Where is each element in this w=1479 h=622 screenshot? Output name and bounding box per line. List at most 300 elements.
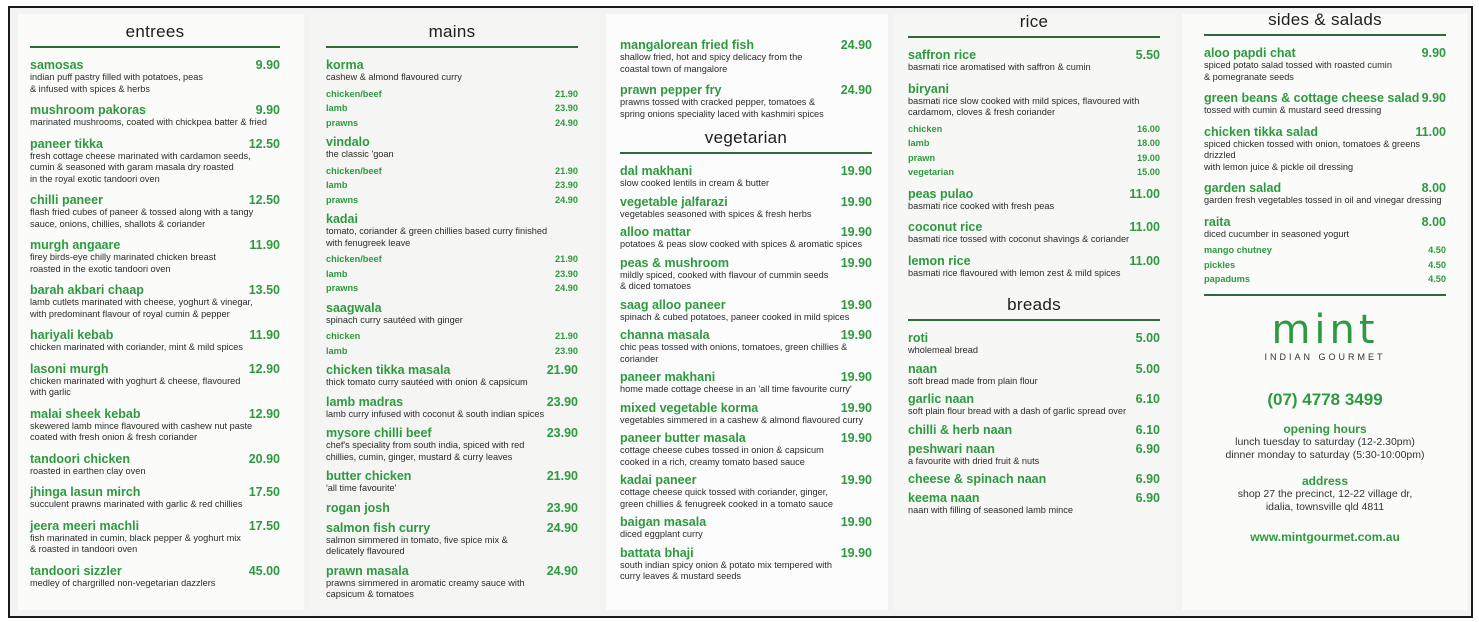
menu-item-option (326, 179, 578, 192)
menu-item (326, 301, 578, 358)
menu-item-row (326, 426, 578, 440)
menu-item-row (908, 392, 1160, 406)
menu-item-name: garden salad (1204, 181, 1282, 195)
menu-item-name: dal makhani (620, 164, 693, 178)
menu-item (30, 193, 280, 230)
menu-item-row (908, 362, 1160, 376)
menu-item-name: peas & mushroom (620, 255, 730, 270)
menu-item-name: butter chicken (326, 469, 412, 483)
menu-item (620, 38, 872, 75)
menu-item (908, 187, 1160, 213)
menu-item-description: 'all time favourite' (326, 483, 397, 493)
menu-item-description: tomato, coriander & green chillies based curry finished with fenugreek leave (326, 226, 548, 248)
menu-item-description: lamb cutlets marinated with cheese, yoghurt & vinegar, with predominant flavour of royal cumin & pepper (30, 297, 253, 319)
menu-item-price: 9.90 (255, 103, 280, 117)
menu-item-name: paneer tikka (30, 136, 103, 151)
option-label: pickles (1204, 259, 1236, 270)
option-price: 21.90 (555, 165, 578, 176)
option-price: 21.90 (555, 254, 578, 264)
menu-item-row (326, 135, 578, 149)
menu-item-row (620, 83, 872, 97)
menu-item-option (908, 123, 1160, 136)
menu-item (908, 442, 1160, 468)
menu-item-row (1204, 46, 1446, 60)
menu-item-name: jeera meeri machli (30, 518, 140, 533)
website-link[interactable]: www.mintgourmet.com.au (1250, 529, 1400, 544)
menu-item-description: tossed with cumin & mustard seed dressing (1204, 105, 1382, 115)
menu-item-price: 21.90 (546, 469, 578, 483)
option-price: 4.50 (1428, 274, 1446, 284)
menu-item-description: garden fresh vegetables tossed in oil and vinegar dressing (1204, 195, 1442, 205)
menu-item-name: roti (908, 331, 929, 345)
menu-item-description: roasted in earthen clay oven (30, 465, 146, 476)
menu-item (620, 83, 872, 120)
menu-item-price: 9.90 (1421, 91, 1446, 105)
menu-item-name: keema naan (908, 491, 980, 505)
menu-item-price: 23.90 (546, 394, 578, 409)
menu-item-row (620, 195, 872, 209)
menu-item (908, 392, 1160, 418)
option-label: vegetarian (908, 167, 954, 177)
menu-item (30, 137, 280, 186)
menu-item-description: basmati rice tossed with coconut shavings & coriander (908, 234, 1130, 244)
menu-item-description: wholemeal bread (908, 345, 978, 355)
menu-item-option (326, 268, 578, 281)
menu-item-price: 12.90 (248, 406, 280, 421)
menu-item-name: barah akbari chaap (30, 283, 144, 297)
menu-item (1204, 181, 1446, 207)
menu-item-description: vegetables simmered in a cashew & almond flavoured curry (620, 414, 864, 425)
menu-item (908, 48, 1160, 74)
menu-item-description: marinated mushrooms, coated with chickpea batter & fried (30, 117, 267, 127)
menu-item (620, 546, 872, 583)
option-price: 21.90 (555, 88, 578, 99)
menu-item-description: south indian spicy onion & potato mix tempered with curry leaves & mustard seeds (620, 559, 832, 581)
option-price: 23.90 (555, 103, 578, 113)
menu-item-option (1204, 244, 1446, 257)
menu-item-description: cottage cheese quick tossed with coriander, ginger, green chillies & fenugreek cooked in a tomato sauce (620, 487, 833, 509)
option-label: prawns (326, 283, 359, 293)
menu-item-description: spiced chicken tossed with onion, tomatoes & greens drizzled with lemon juice & pickle oil dressing (1204, 138, 1421, 172)
menu-item-price: 19.90 (840, 297, 872, 312)
menu-item-description: chicken marinated with coriander, mint & mild spices (30, 342, 243, 352)
menu-item-row (30, 283, 280, 297)
menu-item (620, 473, 872, 510)
menu-item-row (30, 58, 280, 72)
menu-item (326, 395, 578, 421)
menu-item-price: 19.90 (840, 255, 872, 270)
menu-item (620, 164, 872, 190)
menu-item-name: coconut rice (908, 220, 983, 234)
sides-heading: sides & salads (1268, 10, 1382, 29)
menu-item-row (326, 58, 578, 72)
menu-item-description: basmati rice cooked with fresh peas (908, 200, 1055, 211)
menu-item-name: mixed vegetable korma (620, 400, 759, 415)
option-price: 19.00 (1137, 152, 1160, 163)
menu-item (620, 401, 872, 427)
menu-item-description: spinach & cubed potatoes, paneer cooked in mild spices (620, 311, 850, 322)
menu-item-row (908, 254, 1160, 268)
menu-item-row (908, 82, 1160, 96)
menu-item (620, 256, 872, 293)
menu-item-row (620, 401, 872, 415)
menu-item-description: medley of chargrilled non-vegetarian dazzlers (30, 577, 216, 588)
menu-item-price: 11.00 (1415, 124, 1446, 139)
menu-item-row (30, 485, 280, 499)
menu-item-price: 6.90 (1135, 491, 1160, 505)
menu-item-price: 5.00 (1135, 331, 1160, 345)
menu-item-name: peshwari naan (908, 441, 995, 456)
menu-item-name: battata bhaji (620, 545, 694, 560)
menu-item-description: succulent prawns marinated with garlic & red chillies (30, 499, 243, 509)
menu-item (326, 501, 578, 515)
menu-item-description: basmati rice aromatised with saffron & cumin (908, 62, 1091, 72)
menu-item-row (326, 521, 578, 535)
menu-item-description: prawns simmered in aromatic creamy sauce with capsicum & tomatoes (326, 577, 525, 599)
menu-item-row (326, 564, 578, 578)
menu-item-row (908, 423, 1160, 437)
rice-heading: rice (1019, 12, 1049, 31)
option-price: 24.90 (555, 117, 578, 128)
menu-item-name: samosas (30, 58, 84, 72)
entrees-list (30, 58, 280, 589)
menu-item-description: firey birds-eye chilly marinated chicken breast roasted in the exotic tandoori oven (30, 252, 216, 274)
menu-item-price: 20.90 (248, 451, 280, 466)
menu-item-row (30, 452, 280, 466)
menu-item-option (326, 88, 578, 101)
menu-item-name: vegetable jalfarazi (620, 194, 728, 209)
menu-item-description: chic peas tossed with onions, tomatoes, green chillies & coriander (620, 342, 848, 364)
menu-item-description: spinach curry sautéed with ginger (326, 314, 463, 325)
menu-item-name: lemon rice (908, 253, 971, 268)
menu-item-description: basmati rice slow cooked with mild spices, flavoured with cardamom, cloves & fresh coriander (908, 95, 1140, 117)
menu-item-row (620, 370, 872, 384)
menu-item (30, 103, 280, 129)
hours-dinner: dinner monday to saturday (5:30-10:00pm) (1225, 448, 1425, 461)
menu-item (908, 254, 1160, 280)
menu-item-name: lasoni murgh (30, 361, 109, 376)
menu-item-name: kadai (326, 212, 358, 226)
menu-item-row (620, 546, 872, 560)
seafood-section (620, 38, 872, 588)
address-heading: address (1301, 473, 1349, 488)
menu-item-description: salmon simmered in tomato, five spice mix & delicately flavoured (326, 534, 508, 556)
option-price: 23.90 (555, 345, 578, 356)
menu-item-description: home made cottage cheese in an 'all time favourite curry' (620, 384, 852, 394)
menu-item-description: fish marinated in cumin, black pepper & yoghurt mix & roasted in tandoori oven (30, 532, 241, 554)
address-line-2: idalia, townsville qld 4811 (1265, 500, 1385, 513)
menu-item (30, 452, 280, 478)
menu-item-description: basmati rice flavoured with lemon zest & mild spices (908, 267, 1121, 278)
menu-item-description: diced eggplant curry (620, 529, 703, 539)
menu-item (326, 564, 578, 601)
option-price: 23.90 (555, 180, 578, 190)
menu-item-name: korma (326, 58, 364, 72)
menu-item-price: 24.90 (840, 38, 872, 52)
menu-item-price: 5.00 (1135, 361, 1160, 376)
menu-item-price: 6.90 (1135, 441, 1160, 456)
menu-item-name: saagwala (326, 300, 382, 315)
menu-item-description: chicken marinated with yoghurt & cheese, flavoured with garlic (30, 375, 241, 397)
menu-item-option (326, 117, 578, 130)
menu-item-row (620, 38, 872, 52)
menu-item-name: chilli paneer (30, 193, 103, 207)
menu-item-name: saag alloo paneer (620, 297, 726, 312)
menu-item (326, 521, 578, 558)
menu-item-row (326, 395, 578, 409)
option-label: lamb (326, 103, 348, 113)
menu-item-name: mushroom pakoras (30, 103, 147, 117)
entrees-section (30, 22, 280, 597)
menu-item-name: rogan josh (326, 500, 390, 515)
menu-item-price: 19.90 (840, 194, 872, 209)
option-price: 23.90 (555, 268, 578, 279)
menu-item-price: 12.50 (248, 136, 280, 151)
menu-item-name: mysore chilli beef (326, 426, 432, 440)
menu-item (30, 58, 280, 95)
menu-item-row (908, 442, 1160, 456)
option-label: prawns (326, 117, 359, 128)
menu-item-description: cashew & almond flavoured curry (326, 72, 462, 82)
menu-item (620, 328, 872, 365)
menu-item-name: tandoori sizzler (30, 563, 122, 578)
menu-item-row (326, 501, 578, 515)
option-label: papadums (1204, 274, 1250, 284)
menu-item (908, 82, 1160, 179)
menu-item-row (30, 238, 280, 252)
menu-item-name: hariyali kebab (30, 328, 114, 342)
menu-item (1204, 215, 1446, 286)
option-label: chicken/beef (326, 254, 382, 264)
menu-item-row (1204, 125, 1446, 139)
menu-item-option (326, 253, 578, 266)
menu-item (30, 407, 280, 444)
menu-item-row (908, 187, 1160, 201)
menu-item-name: chilli & herb naan (908, 422, 1013, 437)
menu-item-price: 17.50 (248, 518, 280, 533)
menu-item (908, 423, 1160, 437)
option-label: chicken/beef (326, 165, 382, 176)
menu-item-name: chicken tikka salad (1204, 124, 1318, 139)
menu-item (326, 469, 578, 495)
menu-item-row (30, 137, 280, 151)
menu-item-name: peas pulao (908, 186, 974, 201)
mains-rule (326, 46, 578, 48)
menu-item-name: tandoori chicken (30, 451, 131, 466)
menu-item-row (1204, 91, 1446, 105)
menu-item-description: soft plain flour bread with a dash of garlic spread over (908, 406, 1127, 416)
menu-item-row (326, 301, 578, 315)
menu-item-description: spiced potato salad tossed with roasted cumin & pomegranate seeds (1204, 60, 1392, 82)
menu-item-row (30, 328, 280, 342)
menu-item-name: cheese & spinach naan (908, 472, 1047, 486)
option-price: 16.00 (1137, 123, 1160, 134)
menu-item-price: 24.90 (840, 83, 872, 97)
menu-item-description: slow cooked lentils in cream & butter (620, 178, 770, 188)
breads-rule (908, 319, 1160, 321)
option-label: lamb (326, 345, 348, 356)
menu-item (908, 331, 1160, 357)
menu-item-price: 13.50 (248, 283, 280, 297)
menu-item-row (30, 193, 280, 207)
option-label: chicken (326, 331, 361, 341)
menu-item-row (30, 519, 280, 533)
menu-item-price: 19.90 (840, 473, 872, 487)
mains-list (326, 58, 578, 601)
menu-item-name: garlic naan (908, 392, 974, 406)
menu-item-name: paneer butter masala (620, 431, 746, 445)
menu-item-name: raita (1204, 214, 1231, 229)
menu-item-name: baigan masala (620, 515, 707, 529)
menu-item-price: 6.10 (1135, 392, 1160, 406)
menu-item-row (326, 212, 578, 226)
menu-item-row (30, 564, 280, 578)
menu-item-price: 24.90 (546, 520, 578, 535)
menu-item (326, 135, 578, 206)
menu-item-price: 8.00 (1421, 181, 1446, 195)
menu-item-description: fresh cottage cheese marinated with cardamon seeds, cumin & seasoned with garam masala dry roasted in the royal exotic tandoori oven (30, 150, 251, 184)
brand-tagline: INDIAN GOURMET (1264, 351, 1386, 362)
menu-item-name: paneer makhani (620, 370, 716, 384)
menu-item-name: mangalorean fried fish (620, 38, 755, 52)
menu-item-price: 11.00 (1129, 220, 1160, 234)
menu-item-description: soft bread made from plain flour (908, 375, 1038, 386)
menu-item (1204, 125, 1446, 174)
menu-item (908, 491, 1160, 517)
hours-heading: opening hours (1283, 421, 1367, 436)
entrees-heading: entrees (125, 22, 185, 41)
option-label: lamb (326, 268, 348, 279)
option-price: 4.50 (1428, 245, 1446, 255)
menu-item-name: prawn pepper fry (620, 83, 722, 97)
menu-item (620, 195, 872, 221)
menu-item-name: lamb madras (326, 394, 404, 409)
menu-item-row (30, 362, 280, 376)
menu-item (30, 362, 280, 399)
menu-item-option (908, 152, 1160, 165)
menu-item (30, 283, 280, 320)
menu-item-price: 17.50 (248, 485, 280, 499)
menu-item-description: naan with filling of seasoned lamb mince (908, 505, 1073, 515)
menu-item-option (326, 102, 578, 115)
menu-item-price: 23.90 (546, 426, 578, 440)
address-line-1: shop 27 the precinct, 12-22 village dr, (1237, 487, 1413, 500)
menu-item-row (908, 491, 1160, 505)
option-price: 24.90 (555, 283, 578, 293)
menu-item (908, 362, 1160, 388)
menu-item-row (908, 220, 1160, 234)
menu-item-price: 19.90 (840, 328, 872, 342)
menu-item-row (30, 103, 280, 117)
mint-logo: mint (1271, 306, 1379, 353)
menu-item-row (1204, 181, 1446, 195)
breads-list (908, 331, 1160, 517)
menu-item-price: 9.90 (1421, 46, 1446, 60)
menu-item-price: 19.90 (840, 400, 872, 415)
menu-item-row (30, 407, 280, 421)
mains-section (326, 22, 578, 607)
menu-item-price: 11.00 (1129, 186, 1160, 201)
menu-item-row (326, 363, 578, 377)
menu-item-price: 23.90 (546, 500, 578, 515)
option-label: mango chutney (1204, 245, 1272, 255)
menu-item-price: 11.90 (249, 238, 280, 252)
menu-item-row (620, 473, 872, 487)
menu-item-name: vindalo (326, 135, 370, 149)
menu-item-description: cottage cheese cubes tossed in onion & capsicum cooked in a rich, creamy tomato based sauce (620, 445, 824, 467)
menu-item (620, 370, 872, 396)
hours-lunch: lunch tuesday to saturday (12-2.30pm) (1235, 435, 1415, 448)
menu-item (30, 519, 280, 556)
menu-item (620, 515, 872, 541)
phone-number[interactable]: (07) 4778 3499 (1267, 389, 1383, 409)
menu-item-name: biryani (908, 81, 949, 96)
menu-item-price: 19.90 (840, 225, 872, 239)
menu-item (620, 431, 872, 468)
menu-item-name: prawn masala (326, 563, 409, 578)
menu-item (30, 328, 280, 354)
menu-item-row (620, 328, 872, 342)
menu-item-description: diced cucumber in seasoned yogurt (1204, 228, 1350, 239)
entrees-rule (30, 46, 280, 48)
seafood-list (620, 38, 872, 120)
menu-item-option (908, 166, 1160, 179)
sides-list (1204, 46, 1446, 286)
menu-item-description: a favourite with dried fruit & nuts (908, 455, 1040, 466)
menu-item (30, 485, 280, 511)
menu-item-name: malai sheek kebab (30, 406, 141, 421)
menu-item-price: 11.00 (1129, 253, 1160, 268)
menu-item (620, 298, 872, 324)
menu-item-description: vegetables seasoned with spices & fresh herbs (620, 208, 812, 219)
menu-item (326, 363, 578, 389)
sides-section (1204, 10, 1446, 544)
menu-item-price: 19.90 (840, 431, 872, 445)
menu-item-price: 19.90 (840, 370, 872, 384)
menu-item-name: jhinga lasun mirch (30, 485, 141, 499)
menu-item-price: 6.90 (1135, 472, 1160, 486)
menu-item-description: the classic 'goan (326, 149, 394, 159)
menu-item-row (908, 48, 1160, 62)
option-label: chicken (908, 123, 943, 134)
sides-bottom-rule (1204, 294, 1446, 296)
menu-item-row (620, 431, 872, 445)
menu-item-row (1204, 215, 1446, 229)
menu-sheet (8, 6, 1473, 618)
rice-rule (908, 36, 1160, 38)
menu-item-price: 12.50 (248, 193, 280, 207)
menu-item-price: 5.50 (1135, 48, 1160, 62)
menu-item-name: kadai paneer (620, 473, 697, 487)
option-price: 18.00 (1137, 138, 1160, 148)
menu-item-row (620, 225, 872, 239)
menu-item-name: salmon fish curry (326, 520, 431, 535)
vegetarian-heading: vegetarian (704, 128, 788, 147)
rice-section (908, 12, 1160, 522)
menu-item-name: naan (908, 361, 938, 376)
menu-item-option (326, 194, 578, 207)
menu-item-option (326, 345, 578, 358)
menu-item-description: shallow fried, hot and spicy delicacy from the coastal town of mangalore (620, 52, 803, 74)
menu-item-row (620, 256, 872, 270)
menu-item-description: thick tomato curry sautéed with onion & capsicum (326, 377, 528, 387)
menu-item-name: green beans & cottage cheese salad (1204, 91, 1420, 105)
menu-item-price: 24.90 (546, 563, 578, 578)
menu-item-price: 45.00 (248, 563, 280, 578)
option-price: 15.00 (1137, 167, 1160, 177)
menu-item (30, 564, 280, 590)
vegetarian-rule (620, 152, 872, 154)
